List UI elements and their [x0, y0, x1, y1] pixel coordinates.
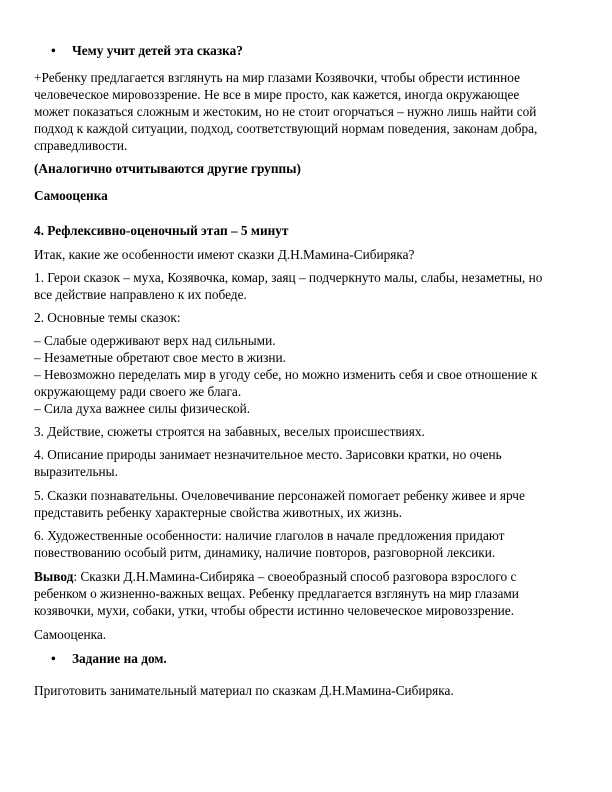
conclusion-label: Вывод: [34, 569, 74, 584]
conclusion: [34, 568, 582, 619]
point-4: [34, 446, 582, 480]
self-assessment-final: Самооценка.: [34, 627, 107, 642]
text-line: ребенком о жизненно-важных вещах. Ребенку предлагается взглянуть на мир глазами: [34, 586, 519, 601]
note-other-groups: (Аналогично отчитываются другие группы): [34, 161, 301, 176]
text-line: 1. Герои сказок – муха, Козявочка, комар, заяц – подчеркнуто малы, слабы, незаметны, но: [34, 270, 543, 285]
theme-item: – Невозможно переделать мир в угоду себе, но можно изменить себя и свое отношение к: [34, 367, 538, 382]
text-line: [34, 568, 582, 585]
text-line: козявочки, мухи, собаки, утки, чтобы обрести истинно человеческое мировоззрение.: [34, 603, 515, 618]
text-line: представить ребенку характерные свойства животных, их жизнь.: [34, 505, 403, 520]
theme-item: – Сила духа важнее силы физической.: [34, 401, 251, 416]
text-line: может показаться сложным и жестоким, но не стоит огорчаться – нужно лишь найти сой: [34, 104, 537, 119]
theme-item: окружающему ради своего же блага.: [34, 384, 242, 399]
bullet-marker: •: [51, 651, 56, 666]
theme-item: – Слабые одерживают верх над сильными.: [34, 333, 276, 348]
point-6: [34, 527, 582, 561]
text-line: подход к каждой ситуации, подход, соответствующий нормам поведения, законам добра,: [34, 121, 538, 136]
text-line: 6. Художественные особенности: наличие глаголов в начале предложения придают: [34, 528, 505, 543]
text-line: выразительны.: [34, 464, 118, 479]
point-2-title: 2. Основные темы сказок:: [34, 310, 181, 325]
bullet-marker: •: [51, 43, 56, 58]
themes-list: [34, 332, 582, 417]
text-line: +Ребенку предлагается взглянуть на мир глазами Козявочки, чтобы обрести истинное: [34, 70, 520, 85]
text-line: все действие направлено к их победе.: [34, 287, 247, 302]
paragraph-worldview: [34, 69, 582, 154]
text-line: человеческое мировоззрение. Не все в мире просто, как кажется, иногда окружающее: [34, 87, 520, 102]
text-line: повествованию особый ритм, динамику, наличие повторов, разговорной лексики.: [34, 545, 496, 560]
conclusion-text: : Сказки Д.Н.Мамина-Сибиряка – своеобразный способ разговора взрослого с: [73, 569, 517, 584]
stage-heading: 4. Рефлексивно-оценочный этап – 5 минут: [34, 223, 289, 238]
text-line: 5. Сказки познавательны. Очеловечивание персонажей помогает ребенку живее и ярче: [34, 488, 525, 503]
text-line: 4. Описание природы занимает незначительное место. Зарисовки кратки, но очень: [34, 447, 502, 462]
point-5: [34, 487, 582, 521]
question-text: Итак, какие же особенности имеют сказки Д.Н.Мамина-Сибиряка?: [34, 247, 415, 262]
point-1: [34, 269, 582, 303]
bullet-text: Чему учит детей эта сказка?: [72, 43, 243, 58]
homework-text: Приготовить занимательный материал по сказкам Д.Н.Мамина-Сибиряка.: [34, 683, 454, 698]
self-assessment-heading: Самооценка: [34, 188, 108, 203]
bullet-text: Задание на дом.: [72, 651, 167, 666]
point-3: 3. Действие, сюжеты строятся на забавных, веселых происшествиях.: [34, 424, 425, 439]
text-line: справедливости.: [34, 138, 128, 153]
theme-item: – Незаметные обретают свое место в жизни.: [34, 350, 286, 365]
